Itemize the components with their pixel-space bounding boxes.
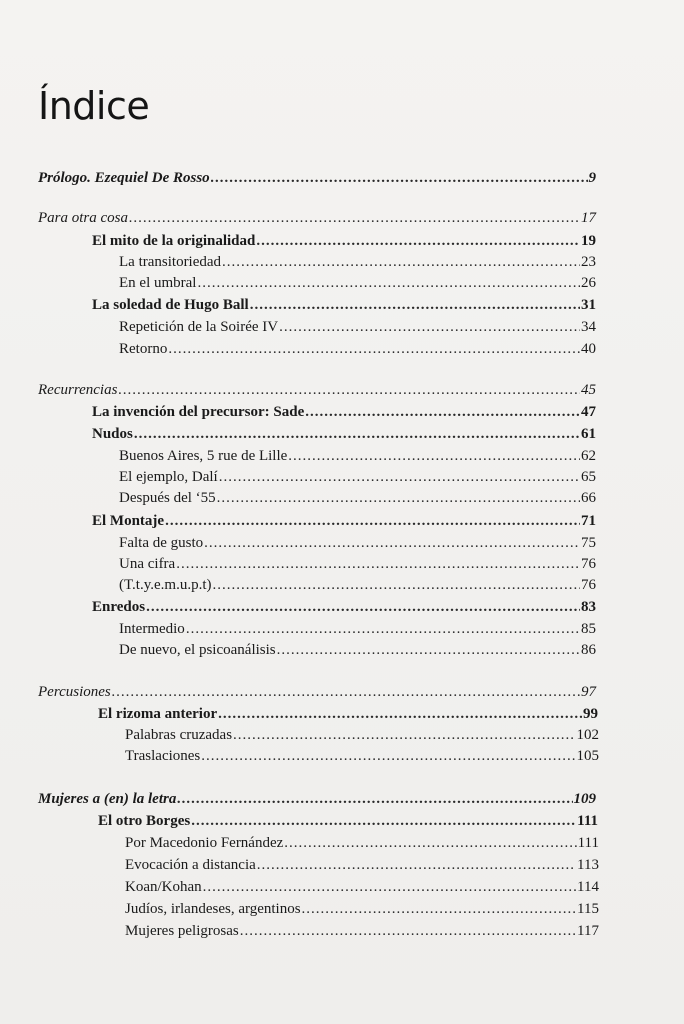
- toc-entry: [92, 402, 596, 422]
- dot-leader: [250, 295, 580, 315]
- toc-entry-title: El otro Borges: [98, 813, 191, 829]
- toc-page-number: 117: [577, 923, 599, 939]
- toc-entry-title: Intermedio: [119, 621, 185, 637]
- toc-entry: [125, 746, 599, 766]
- toc-entry: [119, 533, 596, 553]
- toc-page-number: 26: [581, 275, 596, 291]
- toc-entry-title: Recurrencias: [38, 382, 118, 398]
- dot-leader: [217, 488, 580, 508]
- toc-entry: [125, 725, 599, 745]
- toc-page-number: 75: [581, 535, 596, 551]
- dot-leader: [219, 467, 580, 487]
- toc-page-number: 19: [581, 233, 596, 249]
- dot-leader: [168, 339, 580, 359]
- toc-page-number: 31: [581, 297, 596, 313]
- toc-page-number: 83: [581, 599, 596, 615]
- dot-leader: [146, 597, 580, 617]
- toc-page-number: 111: [577, 835, 599, 851]
- toc-entry: [98, 811, 598, 831]
- toc-page-number: 47: [581, 404, 596, 420]
- toc-page-number: 76: [581, 556, 596, 572]
- toc-entry: [119, 317, 596, 337]
- toc-entry-title: Para otra cosa: [38, 210, 128, 226]
- toc-entry-title: Koan/Kohan: [125, 879, 202, 895]
- toc-entry: [119, 640, 596, 660]
- dot-leader: [277, 640, 580, 660]
- toc-page-number: 66: [581, 490, 596, 506]
- toc-page-number: 99: [583, 706, 598, 722]
- toc-entry: [119, 273, 596, 293]
- toc-entry: [38, 682, 596, 702]
- page-title: Índice: [38, 84, 150, 128]
- dot-leader: [218, 704, 582, 724]
- toc-entry-title: La transitoriedad: [119, 254, 222, 270]
- toc-entry: [125, 921, 599, 941]
- toc-entry: [125, 899, 599, 919]
- dot-leader: [186, 619, 580, 639]
- toc-page-number: 45: [581, 382, 596, 398]
- dot-leader: [129, 208, 580, 228]
- toc-page-number: 34: [581, 319, 596, 335]
- toc-entry: [125, 855, 599, 875]
- toc-entry: [125, 833, 599, 853]
- dot-leader: [257, 855, 576, 875]
- toc-entry-title: Evocación a distancia: [125, 857, 256, 873]
- toc-entry: [92, 597, 596, 617]
- toc-page-number: 113: [577, 857, 599, 873]
- toc-entry-title: Buenos Aires, 5 rue de Lille: [119, 448, 288, 464]
- dot-leader: [201, 746, 575, 766]
- toc-page-number: 62: [581, 448, 596, 464]
- toc-entry-title: El mito de la originalidad: [92, 233, 256, 249]
- dot-leader: [118, 380, 580, 400]
- toc-entry-title: Repetición de la Soirée IV: [119, 319, 279, 335]
- toc-entry: [119, 619, 596, 639]
- toc-page-number: 86: [581, 642, 596, 658]
- dot-leader: [204, 533, 580, 553]
- toc-entry: [119, 554, 596, 574]
- toc-page-number: 85: [581, 621, 596, 637]
- toc-entry-title: Después del ‘55: [119, 490, 216, 506]
- toc-entry-title: Nudos: [92, 426, 133, 442]
- toc-page-number: 40: [581, 341, 596, 357]
- toc-entry-title: (T.t.y.e.m.u.p.t): [119, 577, 212, 593]
- toc-entry-title: Retorno: [119, 341, 168, 357]
- dot-leader: [112, 682, 580, 702]
- toc-entry-title: Mujeres a (en) la letra: [38, 791, 177, 807]
- dot-leader: [233, 725, 575, 745]
- dot-leader: [203, 877, 576, 897]
- toc-page-number: 61: [581, 426, 596, 442]
- toc-entry-title: El ejemplo, Dalí: [119, 469, 218, 485]
- toc-entry: [119, 575, 596, 595]
- toc-entry-title: Falta de gusto: [119, 535, 204, 551]
- toc-entry-title: El Montaje: [92, 513, 165, 529]
- toc-entry-title: De nuevo, el psicoanálisis: [119, 642, 276, 658]
- toc-entry-title: La invención del precursor: Sade: [92, 404, 305, 420]
- dot-leader: [177, 789, 572, 809]
- toc-page-number: 111: [577, 813, 598, 829]
- dot-leader: [134, 424, 580, 444]
- toc-entry: [119, 446, 596, 466]
- dot-leader: [279, 317, 580, 337]
- toc-entry-title: Percusiones: [38, 684, 111, 700]
- toc-entry: [119, 488, 596, 508]
- toc-page-number: 9: [588, 170, 596, 186]
- dot-leader: [222, 252, 580, 272]
- toc-entry: [38, 208, 596, 228]
- toc-page-number: 105: [576, 748, 599, 764]
- toc-entry: [119, 467, 596, 487]
- toc-entry-title: El rizoma anterior: [98, 706, 218, 722]
- toc-entry: [92, 511, 596, 531]
- dot-leader: [288, 446, 580, 466]
- dot-leader: [211, 168, 588, 188]
- toc-page-number: 115: [577, 901, 599, 917]
- toc-entry: [92, 295, 596, 315]
- toc-page-number: 17: [581, 210, 596, 226]
- toc-entry: [98, 704, 598, 724]
- toc-entry: [119, 339, 596, 359]
- dot-leader: [165, 511, 580, 531]
- toc-page-number: 76: [581, 577, 596, 593]
- dot-leader: [212, 575, 580, 595]
- toc-page-number: 65: [581, 469, 596, 485]
- toc-entry-title: En el umbral: [119, 275, 197, 291]
- toc-page-number: 114: [577, 879, 599, 895]
- dot-leader: [176, 554, 580, 574]
- toc-page-number: 97: [581, 684, 596, 700]
- toc-entry: [125, 877, 599, 897]
- toc-entry-title: Judíos, irlandeses, argentinos: [125, 901, 301, 917]
- dot-leader: [197, 273, 580, 293]
- toc-page-number: 109: [573, 791, 596, 807]
- toc-entry-title: Traslaciones: [125, 748, 201, 764]
- toc-entry: [38, 789, 596, 809]
- toc-entry-title: Enredos: [92, 599, 146, 615]
- toc-entry: [38, 168, 596, 188]
- toc-entry: [92, 424, 596, 444]
- toc-entry-title: La soledad de Hugo Ball: [92, 297, 249, 313]
- dot-leader: [302, 899, 577, 919]
- toc-entry: [119, 252, 596, 272]
- toc-page-number: 102: [576, 727, 599, 743]
- dot-leader: [305, 402, 580, 422]
- toc-entry-title: Palabras cruzadas: [125, 727, 233, 743]
- dot-leader: [240, 921, 576, 941]
- toc-entry: [92, 231, 596, 251]
- toc-entry: [38, 380, 596, 400]
- toc-entry-title: Por Macedonio Fernández: [125, 835, 284, 851]
- toc-entry-title: Mujeres peligrosas: [125, 923, 239, 939]
- dot-leader: [256, 231, 580, 251]
- dot-leader: [191, 811, 576, 831]
- toc-page-number: 23: [581, 254, 596, 270]
- toc-entry-title: Prólogo. Ezequiel De Rosso: [38, 170, 210, 186]
- toc-entry-title: Una cifra: [119, 556, 176, 572]
- toc-page-number: 71: [581, 513, 596, 529]
- dot-leader: [284, 833, 576, 853]
